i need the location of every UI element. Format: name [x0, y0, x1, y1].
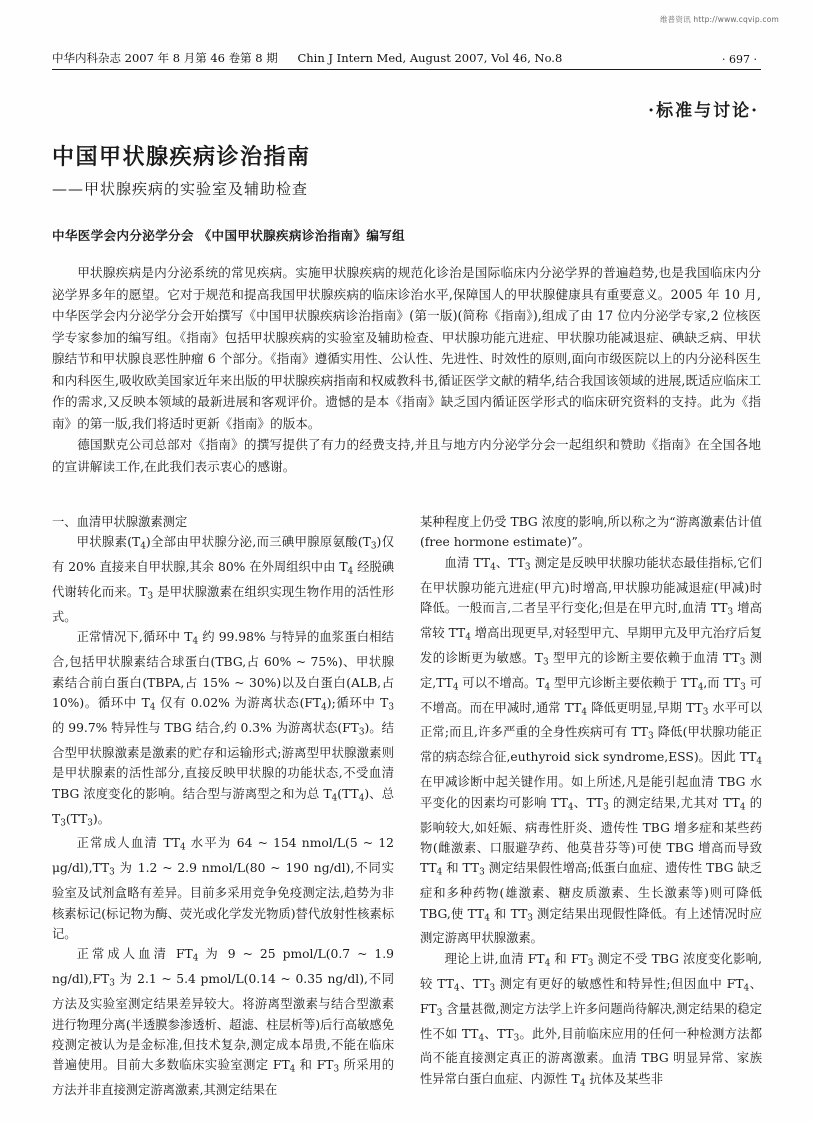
- body-paragraph-continued: 某种程度上仍受 TBG 浓度的影响,所以称之为“游离激素估计值(free hormone estimate)”。: [420, 515, 762, 550]
- section-tag: ·标准与讨论·: [648, 101, 759, 121]
- header-divider: [52, 69, 761, 70]
- body-paragraph: 血清 $TT_4$、$TT_3$ 测定是反映甲状腺功能状态最佳指标,它们在甲状腺功能亢进症(甲亢)时增高,甲状腺功能减退症(甲减)时降低。一般而言,二者呈平行变化;但是在甲亢时,血清 $TT_3$ 增高常较 $TT_4$ 增高出现更早,对轻型甲亢、早期甲亢及甲亢治疗后复发的诊断更为敏感。$T_3$ 型甲亢的诊断主要依赖于血清 $TT_3$ 测定$,TT_4$ 可以不增高。$T_4$ 型甲亢诊断主要依赖于 $TT_4$,而 $TT_3$ 可不增高。而在甲减时,通常 $TT_4$ 降低更明显,早期 $TT_3$ 水平可以正常;而且,许多严重的全身性疾病可有 $TT_3$ 降低(甲状腺功能正常的病态综合征,euthyroid sick syndrome,ESS)。因此 $TT_4$ 在甲减诊断中起关键作用。如上所述,凡是能引起血清 TBG 水平变化的因素均可影响 $TT_4$、$TT_3$ 的测定结果,尤其对 $TT_4$ 的影响较大,如妊娠、病毒性肝炎、遗传性 TBG 增多症和某些药物(雌激素、口服避孕药、他莫昔芬等)可使 TBG 增高而导致 $TT_4$ 和 $TT_3$ 测定结果假性增高;低蛋白血症、遗传性 TBG 缺乏症和多种药物(雄激素、糖皮质激素、生长激素等)则可降低 TBG,使 $TT_4$ 和 $TT_3$ 测定结果出现假性降低。有上述情况时应测定游离甲状腺激素。: [420, 555, 763, 946]
- journal-citation: [52, 50, 562, 66]
- abstract-paragraph: 德国默克公司总部对《指南》的撰写提供了有力的经费支持,并且与地方内分泌学分会一起组织和赞助《指南》在全国各地的宣讲解读工作,在此我们表示衷心的感谢。: [52, 437, 761, 474]
- body-paragraph: 正常成人血清 $FT_4$ 为 9 ~ 25 pmol/L(0.7 ~ 1.9 $ng/dl),FT_3$ 为 2.1 ~ 5.4 pmol/L(0.14 ~ 0.35 ng/dl),不同方法及实验室测定结果差异较大。将游离型激素与结合型激素进行物理分离(半透膜参渗透析、超滤、柱层析等)后行高敏感免疫测定被认为是金标准,但技术复杂,测定成本昂贵,不能在临床普遍使用。目前大多数临床实验室测定 $FT_4$ 和 $FT_3$ 所采用的方法并非直接测定游离激素,其测定结果在: [52, 947, 394, 1098]
- page-title: 中国甲状腺疾病诊治指南: [52, 144, 311, 170]
- page-number: · 697 ·: [722, 53, 757, 66]
- column-right: [420, 512, 762, 1101]
- journal-citation-cn: 中华内科杂志 2007 年 8 月第 46 卷第 8 期: [52, 51, 278, 65]
- body-columns: [52, 512, 762, 1101]
- page-subtitle: ——甲状腺疾病的实验室及辅助检查: [52, 180, 309, 198]
- body-paragraph: 理论上讲,血清 $FT_4$ 和 $FT_3$ 测定不受 TBG 浓度变化影响,较 $TT_4$、$TT_3$ 测定有更好的敏感性和特异性;但因血中 $FT_4$、$FT_3$ 含量甚微,测定方法学上许多问题尚待解决,测定结果的稳定性不如 $TT_4$、$TT_3$。此外,目前临床应用的任何一种检测方法都尚不能直接测定真正的游离激素。血清 TBG 明显异常、家族性异常白蛋白血症、内源性 $T_4$ 抗体及某些非: [420, 951, 762, 1089]
- authors-line: 中华医学会内分泌学分会 《中国甲状腺疾病诊治指南》编写组: [52, 228, 406, 243]
- watermark-text: 维普资讯 http://www.cqvip.com: [659, 15, 779, 24]
- abstract-paragraph: 甲状腺疾病是内分泌系统的常见疾病。实施甲状腺疾病的规范化诊治是国际临床内分泌学界的普遍趋势,也是我国临床内分泌学界多年的愿望。它对于规范和提高我国甲状腺疾病的临床诊治水平,保障国人的甲状腺健康具有重要意义。2005 年 10 月,中华医学会内分泌学分会开始撰写《中国甲状腺疾病诊治指南》(第一版)(简称《指南》),组成了由 17 位内分泌学专家,2 位核医学专家参加的编写组。《指南》包括甲状腺疾病的实验室及辅助检查、甲状腺功能亢进症、甲状腺功能减退症、碘缺乏病、甲状腺结节和甲状腺良恶性肿瘤 6 个部分。《指南》遵循实用性、公认性、先进性、时效性的原则,面向市级医院以上的内分泌科医生和内科医生,吸收欧美国家近年来出版的甲状腺疾病指南和权威教科书,循证医学文献的精华,结合我国该领域的进展,既适应临床工作的需求,又反映本领域的最新进展和客观评价。遗憾的是本《指南》缺乏国内循证医学形式的临床研究资料的支持。此为《指南》的第一版,我们将适时更新《指南》的版本。: [52, 265, 761, 431]
- running-header: [52, 50, 761, 66]
- body-paragraph: 正常成人血清 $TT_4$ 水平为 64 ~ 154 nmol/L(5 ~ 12 $\mu g/dl),TT_3$ 为 1.2 ~ 2.9 nmol/L(80 ~ 190 ng/dl),不同实验室及试剂盒略有差异。目前多采用竞争免疫测定法,趋势为非核素标记(标记物为酶、荧光或化学发光物质)替代放射性核素标记。: [52, 836, 394, 941]
- journal-citation-en: Chin J Intern Med, August 2007, Vol 46, No.8: [297, 51, 563, 65]
- body-paragraph: 甲状腺素$(T_4)$全部由甲状腺分泌,而三碘甲腺原氨酸$(T_3)$仅有 20% 直接来自甲状腺,其余 80% 在外周组织中由 $T_4$ 经脱碘代谢转化而来。$T_3$ 是甲状腺激素在组织实现生物作用的活性形式。: [52, 535, 394, 625]
- abstract-block: [52, 262, 761, 477]
- body-paragraph: 正常情况下,循环中 $T_4$ 约 99.98% 与特异的血浆蛋白相结合,包括甲状腺素结合球蛋白(TBG,占 60% ~ 75%)、甲状腺素结合前白蛋白(TBPA,占 15% ~ 30%)以及白蛋白(ALB,占 10%)。循环中 $T_4$ 仅有 0.02% 为游离状态$(FT_4)$;循环中 $T_3$ 的 99.7% 特异性与 TBG 结合,约 0.3% 为游离状态$(FT_3)$。结合型甲状腺激素是激素的贮存和运输形式;游离型甲状腺激素则是甲状腺素的活性部分,直接反映甲状腺的功能状态,不受血清 TBG 浓度变化的影响。结合型与游离型之和为总 $T_4(TT_4)$、总 $T_3(TT_3)$。: [52, 630, 394, 829]
- section-heading: 一、血清甲状腺激素测定: [52, 515, 188, 529]
- column-left: [52, 512, 394, 1101]
